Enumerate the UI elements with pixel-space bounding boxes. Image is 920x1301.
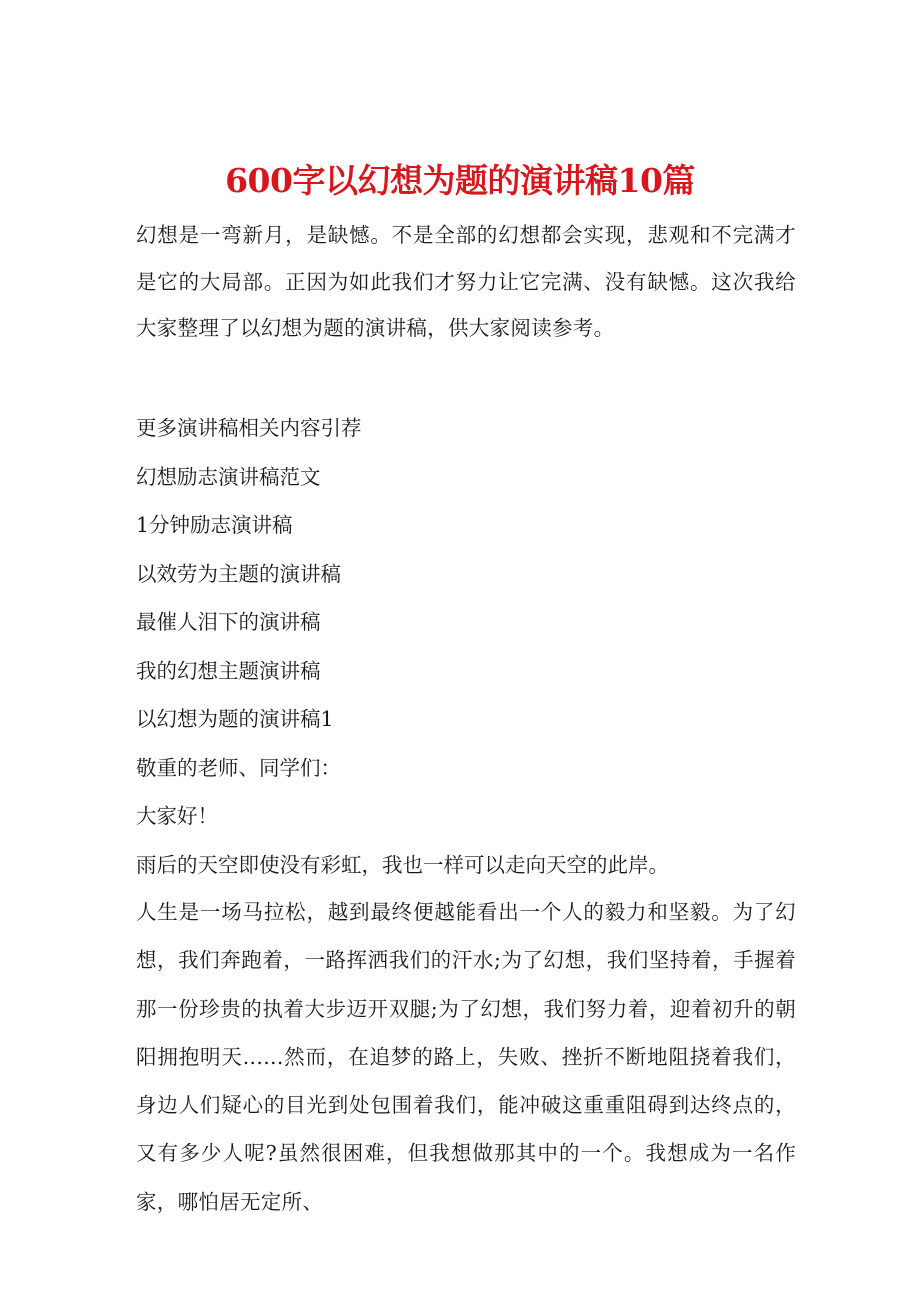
- line-related-link-1: 幻想励志演讲稿范文: [136, 464, 321, 489]
- line-related-link-3: 以效劳为主题的演讲稿: [136, 561, 341, 586]
- opening-sentence: 雨后的天空即使没有彩虹，我也一样可以走向天空的此岸。: [136, 852, 669, 877]
- salutation: 敬重的老师、同学们：: [136, 755, 341, 780]
- intro-paragraph: 幻想是一弯新月，是缺憾。不是全部的幻想都会实现，悲观和不完满才是它的大局部。正因为如此我们才努力让它完满、没有缺憾。这次我给大家整理了以幻想为题的演讲稿，供大家阅读参考。: [136, 223, 796, 340]
- line-related-link-2: 1分钟励志演讲稿: [136, 513, 293, 537]
- section-heading-1: 以幻想为题的演讲稿1: [136, 707, 334, 731]
- greeting: 大家好！: [136, 804, 218, 828]
- content-lines: [136, 404, 796, 889]
- document-title: 600字以幻想为题的演讲稿10篇: [225, 161, 695, 201]
- line-related-link-5: 我的幻想主题演讲稿: [136, 658, 321, 683]
- line-related-link-4: 最催人泪下的演讲稿: [136, 610, 321, 634]
- line-related-header: 更多演讲稿相关内容引荐: [136, 416, 362, 440]
- body-paragraph: 人生是一场马拉松，越到最终便越能看出一个人的毅力和坚毅。为了幻想，我们奔跑着，一路挥洒我们的汗水;为了幻想，我们坚持着，手握着那一份珍贵的执着大步迈开双腿;为了幻想，我们努力着，迎着初升的朝阳拥抱明天......然而，在追梦的路上，失败、挫折不断地阻挠着我们，身边人们疑心的目光到处包围着我们，能冲破这重重阻碍到达终点的，又有多少人呢?虽然很困难，但我想做那其中的一个。我想成为一名作家，哪怕居无定所、: [136, 900, 796, 1214]
